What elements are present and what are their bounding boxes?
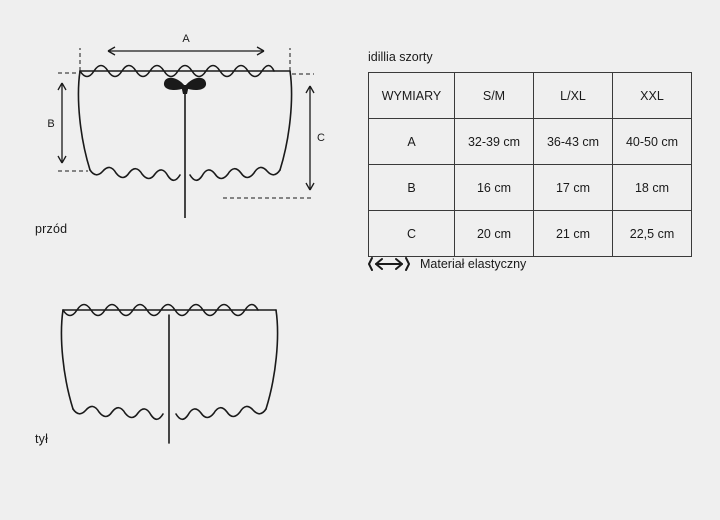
size-table	[368, 72, 692, 257]
table-cell: 18 cm	[613, 165, 692, 211]
table-cell: 16 cm	[455, 165, 534, 211]
row-label: C	[369, 211, 455, 257]
table-header-cell: L/XL	[534, 73, 613, 119]
table-cell: 17 cm	[534, 165, 613, 211]
panty-back-view-icon	[18, 285, 318, 445]
double-arrow-elastic-icon	[368, 255, 410, 273]
bow-icon	[164, 78, 206, 94]
row-label: A	[369, 119, 455, 165]
elastic-material-note	[368, 255, 526, 273]
table-cell: 20 cm	[455, 211, 534, 257]
table-cell: 21 cm	[534, 211, 613, 257]
illustration-column	[0, 0, 350, 520]
table-cell: 22,5 cm	[613, 211, 692, 257]
table-header-cell: WYMIARY	[369, 73, 455, 119]
caption-back: tył	[35, 432, 49, 446]
table-cell: 32-39 cm	[455, 119, 534, 165]
table-header-cell: S/M	[455, 73, 534, 119]
dimension-label-a: A	[182, 33, 190, 45]
table-row	[369, 211, 692, 257]
table-row	[369, 165, 692, 211]
table-header-row	[369, 73, 692, 119]
table-cell: 40-50 cm	[613, 119, 692, 165]
table-row	[369, 119, 692, 165]
row-label: B	[369, 165, 455, 211]
panty-front-view-icon	[18, 28, 338, 218]
table-cell: 36-43 cm	[534, 119, 613, 165]
dimension-label-c: C	[317, 132, 325, 144]
caption-front: przód	[35, 222, 68, 236]
product-title: idillia szorty	[368, 50, 433, 64]
elastic-material-label: Materiał elastyczny	[420, 257, 527, 271]
data-column	[368, 0, 708, 520]
dimension-label-b: B	[47, 118, 55, 130]
table-header-cell: XXL	[613, 73, 692, 119]
